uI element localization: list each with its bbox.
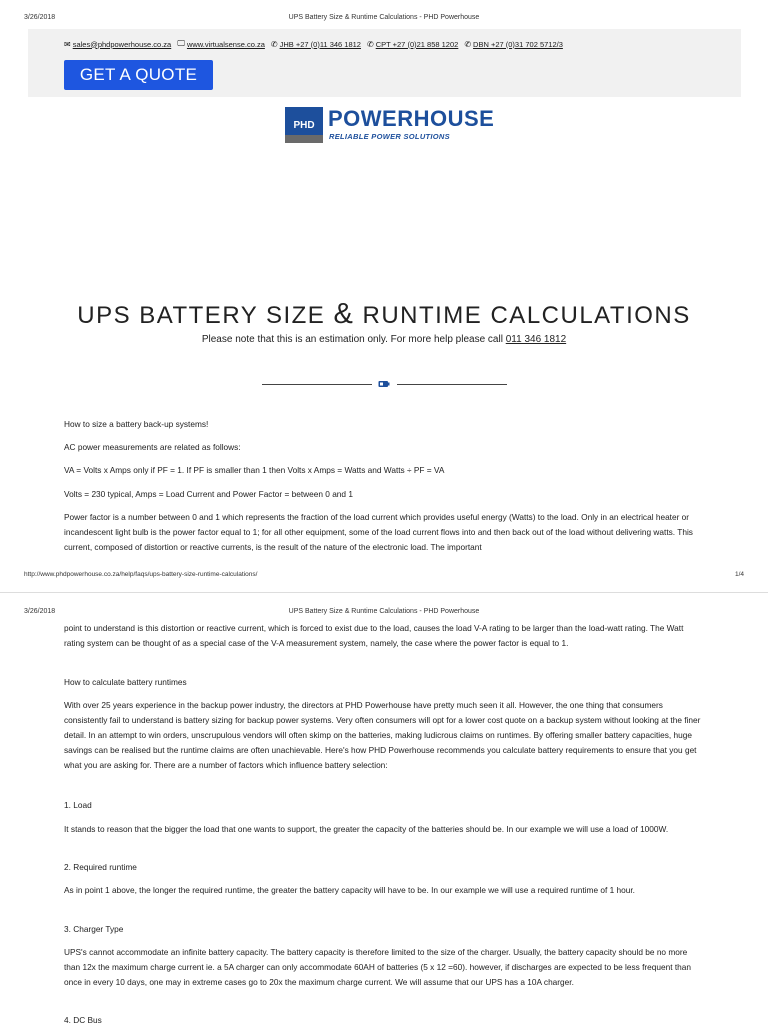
- paragraph: It stands to reason that the bigger the load that one wants to support, the greater the capacity of the batteries should be. In our example we will use a load of 1000W.: [64, 824, 669, 834]
- paragraph: How to calculate battery runtimes: [64, 677, 187, 687]
- footer-url: http://www.phdpowerhouse.co.za/help/faqs/ups-battery-size-runtime-calculations/: [24, 571, 258, 578]
- paragraph: 4. DC Bus: [64, 1015, 102, 1025]
- paragraph: 1. Load: [64, 800, 92, 810]
- phone-icon: ✆: [270, 39, 278, 49]
- jhb-phone-link[interactable]: JHB +27 (0)11 346 1812: [279, 39, 361, 49]
- website-link[interactable]: www.virtualsense.co.za: [186, 39, 265, 49]
- phone-icon: ✆: [464, 39, 472, 49]
- contact-list: [64, 39, 566, 49]
- logo-box: [285, 107, 323, 143]
- logo-tagline: RELIABLE POWER SOLUTIONS: [329, 132, 450, 141]
- paragraph: UPS's cannot accommodate an infinite battery capacity. The battery capacity is therefore limited to the size of the charger. Usually, the battery capacity should be no more than 12x the maximum charge current ie. a 5A charger can only accommodate 60AH of batteries (5 x 12 =60). however, if discharges are expected to be less frequent than once in every 10 days, one may in extreme cases go to 20x the maximum charge current. We will assume that our UPS has a 10A charger.: [64, 947, 691, 987]
- paragraph: With over 25 years experience in the backup power industry, the directors at PHD Powerhouse have pretty much seen it all. However, the one thing that consumers consistently fail to understand is battery sizing for backup power systems. Very often consumers will opt for a lower cost quote on a backup system without looking at the finer detail. In an attempt to win orders, unscrupulous vendors will often skimp on the batteries, making ludicrous claims on runtimes. By offering smaller battery capacities, huge savings can be realised but the runtime claims are often unachievable. Here's how PHD Powerhouse recommends you calculate battery requirements to ensure that you get what you are asking for. There are a number of factors which influence battery selection:: [64, 700, 701, 770]
- divider-left: [262, 384, 372, 385]
- monitor-icon: 🖵: [177, 39, 185, 48]
- print-date: 3/26/2018: [24, 14, 56, 21]
- print-title: UPS Battery Size & Runtime Calculations - PHD Powerhouse: [288, 14, 480, 21]
- print-date: 3/26/2018: [24, 608, 56, 615]
- footer-page-number: 1/4: [734, 571, 744, 578]
- contact-bar: [28, 29, 741, 97]
- page-separator: [0, 592, 768, 593]
- title-ampersand: &: [333, 298, 355, 330]
- paragraph: As in point 1 above, the longer the required runtime, the greater the battery capacity will have to be. In our example we will use a required runtime of 1 hour.: [64, 885, 635, 895]
- title-part-1: UPS BATTERY SIZE: [77, 302, 326, 329]
- phone-icon: ✆: [366, 39, 374, 49]
- estimation-note: [0, 334, 768, 345]
- print-footer: [0, 571, 768, 583]
- cpt-phone-link[interactable]: CPT +27 (0)21 858 1202: [375, 39, 459, 49]
- title-part-2: RUNTIME CALCULATIONS: [362, 302, 691, 329]
- paragraph: AC power measurements are related as follows:: [64, 442, 241, 452]
- paragraph: Power factor is a number between 0 and 1 which represents the fraction of the load current which provides useful energy (Watts) to the load. Only in an electrical heater or incandescent light bulb is the power factor equal to 1; for all other equipment, some of the load current flows into and then back out of the load without delivering watts. This current, composed of distortion or reactive currents, is the result of the nature of the electronic load. The important: [64, 512, 693, 552]
- get-a-quote-button[interactable]: GET A QUOTE: [64, 60, 213, 90]
- contact-cpt[interactable]: [367, 40, 458, 49]
- contact-email[interactable]: [64, 40, 171, 49]
- paragraph: 2. Required runtime: [64, 862, 137, 872]
- logo-box-text: PHD: [293, 120, 315, 131]
- paragraph: VA = Volts x Amps only if PF = 1. If PF is smaller than 1 then Volts x Amps = Watts and Watts ÷ PF = VA: [64, 465, 445, 475]
- paragraph: Volts = 230 typical, Amps = Load Current and Power Factor = between 0 and 1: [64, 489, 353, 499]
- contact-jhb[interactable]: [271, 40, 361, 49]
- phd-powerhouse-logo[interactable]: [285, 106, 495, 143]
- envelope-icon: ✉: [64, 39, 71, 49]
- battery-icon: [378, 379, 390, 389]
- email-link[interactable]: sales@phdpowerhouse.co.za: [72, 39, 172, 49]
- note-text: Please note that this is an estimation only. For more help please call: [201, 334, 503, 345]
- note-phone-link[interactable]: 011 346 1812: [505, 334, 567, 345]
- print-title: UPS Battery Size & Runtime Calculations - PHD Powerhouse: [288, 608, 480, 615]
- page-title: [0, 298, 768, 331]
- logo-brand: POWERHOUSE: [328, 106, 495, 131]
- paragraph: point to understand is this distortion or reactive current, which is forced to exist due to the load, causes the load V-A rating to be larger than the load-watt rating. The Watt rating system can be thought of as a special case of the V-A measurement system, namely, the case where the power factor is equal to 1.: [64, 623, 684, 648]
- dbn-phone-link[interactable]: DBN +27 (0)31 702 5712/3: [473, 39, 563, 49]
- divider-right: [397, 384, 507, 385]
- contact-website[interactable]: [177, 39, 265, 49]
- print-header-page2: [0, 608, 768, 622]
- logo-stripe: [285, 135, 323, 143]
- paragraph: 3. Charger Type: [64, 924, 124, 934]
- contact-dbn[interactable]: [464, 40, 563, 49]
- paragraph: How to size a battery back-up systems!: [64, 419, 209, 429]
- print-header: [0, 14, 768, 28]
